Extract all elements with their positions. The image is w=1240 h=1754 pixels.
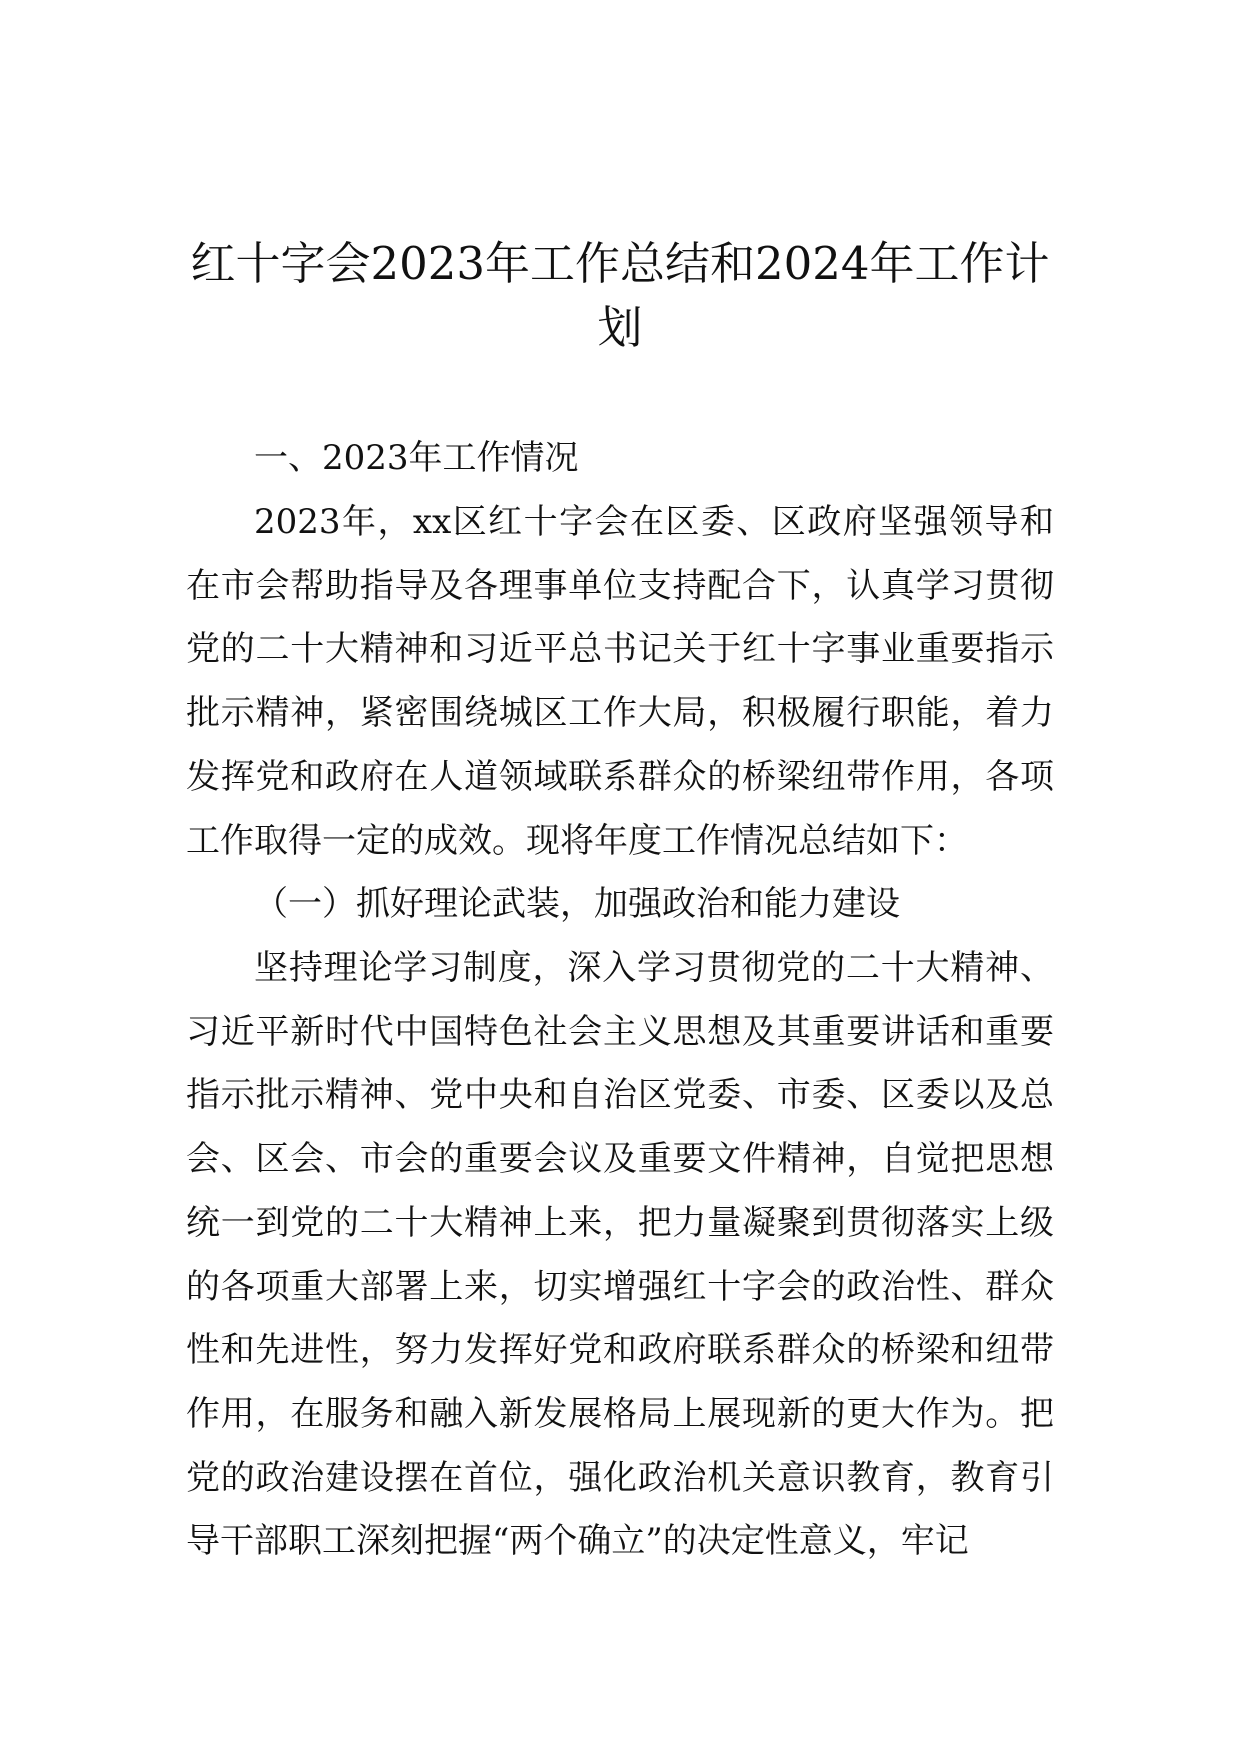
body-paragraph: 坚持理论学习制度，深入学习贯彻党的二十大精神、习近平新时代中国特色社会主义思想及其重要讲话和重要指示批示精神、党中央和自治区党委、市委、区委以及总会、区会、市会的重要会议及重要文件精神，自觉把思想统一到党的二十大精神上来，把力量凝聚到贯彻落实上级的各项重大部署上来，切实增强红十字会的政治性、群众性和先进性，努力发挥好党和政府联系群众的桥梁和纽带作用，在服务和融入新发展格局上展现新的更大作为。把党的政治建设摆在首位，强化政治机关意识教育，教育引导干部职工深刻把握“两个确立”的决定性意义，牢记 (186, 948, 1054, 1562)
body-paragraph: 2023年，xx区红十字会在区委、区政府坚强领导和在市会帮助指导及各理事单位支持配合下，认真学习贯彻党的二十大精神和习近平总书记关于红十字事业重要指示批示精神，紧密围绕城区工作大局，积极履行职能，着力发挥党和政府在人道领域联系群众的桥梁纽带作用，各项工作取得一定的成效。现将年度工作情况总结如下： (186, 502, 1054, 861)
subsection-heading: （一）抓好理论武装，加强政治和能力建设 (254, 884, 900, 924)
document-title: 红十字会2023年工作总结和2024年工作计划 (190, 237, 1050, 354)
section-heading: 一、2023年工作情况 (254, 438, 579, 478)
